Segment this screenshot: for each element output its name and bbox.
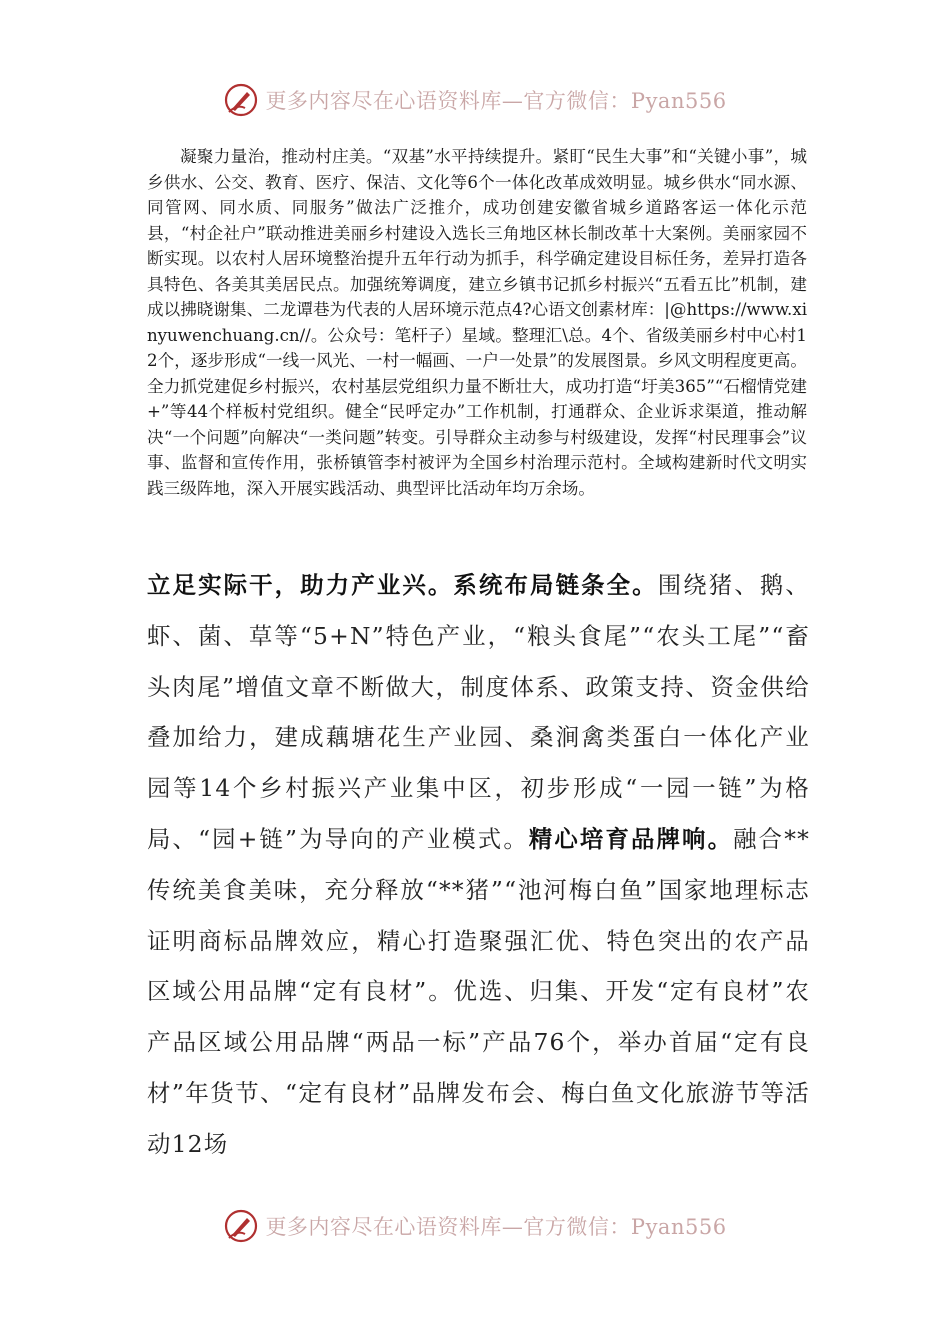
paragraph-2-body-2: 融合**传统美食美味，充分释放“**猪”“池河梅白鱼”国家地理标志证明商标品牌效应，精心打造聚强汇优、特色突出的农产品区域公用品牌“定有良材”。优选、归集、开发“定有良材”农产品区域公用品牌“两品一标”产品76个，举办首届“定有良材”年货节、“定有良材”品牌发布会、梅白鱼文化旅游节等活动12场	[147, 824, 810, 1158]
footer-watermark-text: 更多内容尽在心语资料库—官方微信：Pyan556	[265, 1215, 727, 1239]
paragraph-1: 凝聚力量治，推动村庄美。“双基”水平持续提升。紧盯“民生大事”和“关键小事”，城乡供水、公交、教育、医疗、保洁、文化等6个一体化改革成效明显。城乡供水“同水源、同管网、同水质、同服务”做法广泛推介，成功创建安徽省城乡道路客运一体化示范县，“村企社户”联动推进美丽乡村建设入选长三角地区林长制改革十大案例。美丽家园不断实现。以农村人居环境整治提升五年行动为抓手，科学确定建设目标任务，差异打造各具特色、各美其美居民点。加强统筹调度，建立乡镇书记抓乡村振兴“五看五比”机制，建成以拂晓谢集、二龙谭巷为代表的人居环境示范点4?心语文创素材库：|@https://www.xinyuwenchuang.cn//。公众号：笔杆子）星域。整理汇\总。4个、省级美丽乡村中心村12个，逐步形成“一线一风光、一村一幅画、一户一处景”的发展图景。乡风文明程度更高。全力抓党建促乡村振兴，农村基层党组织力量不断壮大，成功打造“圩美365”“石榴情党建+”等44个样板村党组织。健全“民呼定办”工作机制，打通群众、企业诉求渠道，推动解决“一个问题”向解决“一类问题”转变。引导群众主动参与村级建设，发挥“村民理事会”议事、监督和宣传作用，张桥镇管李村被评为全国乡村治理示范村。全域构建新时代文明实践三级阵地，深入开展实践活动、典型评比活动年均万余场。	[147, 147, 807, 498]
section-heading-2: 精心培育品牌响。	[528, 824, 734, 853]
pen-logo-icon	[223, 82, 259, 118]
footer-watermark	[0, 1208, 950, 1244]
header-watermark	[0, 82, 950, 118]
paragraph-2-body-1: 围绕猪、鹅、虾、菌、草等“5+N”特色产业，“粮头食尾”“农头工尾”“畜头肉尾”增值文章不断做大，制度体系、政策支持、资金供给叠加给力，建成藕塘花生产业园、桑涧禽类蛋白一体化产业园等14个乡村振兴产业集中区，初步形成“一园一链”为格局、“园+链”为导向的产业模式。	[147, 571, 811, 853]
header-watermark-text: 更多内容尽在心语资料库—官方微信：Pyan556	[265, 89, 727, 113]
section-heading-1: 立足实际干，助力产业兴。系统布局链条全。	[147, 571, 658, 599]
paragraph-2	[147, 560, 810, 1170]
pen-logo-icon	[223, 1208, 259, 1244]
